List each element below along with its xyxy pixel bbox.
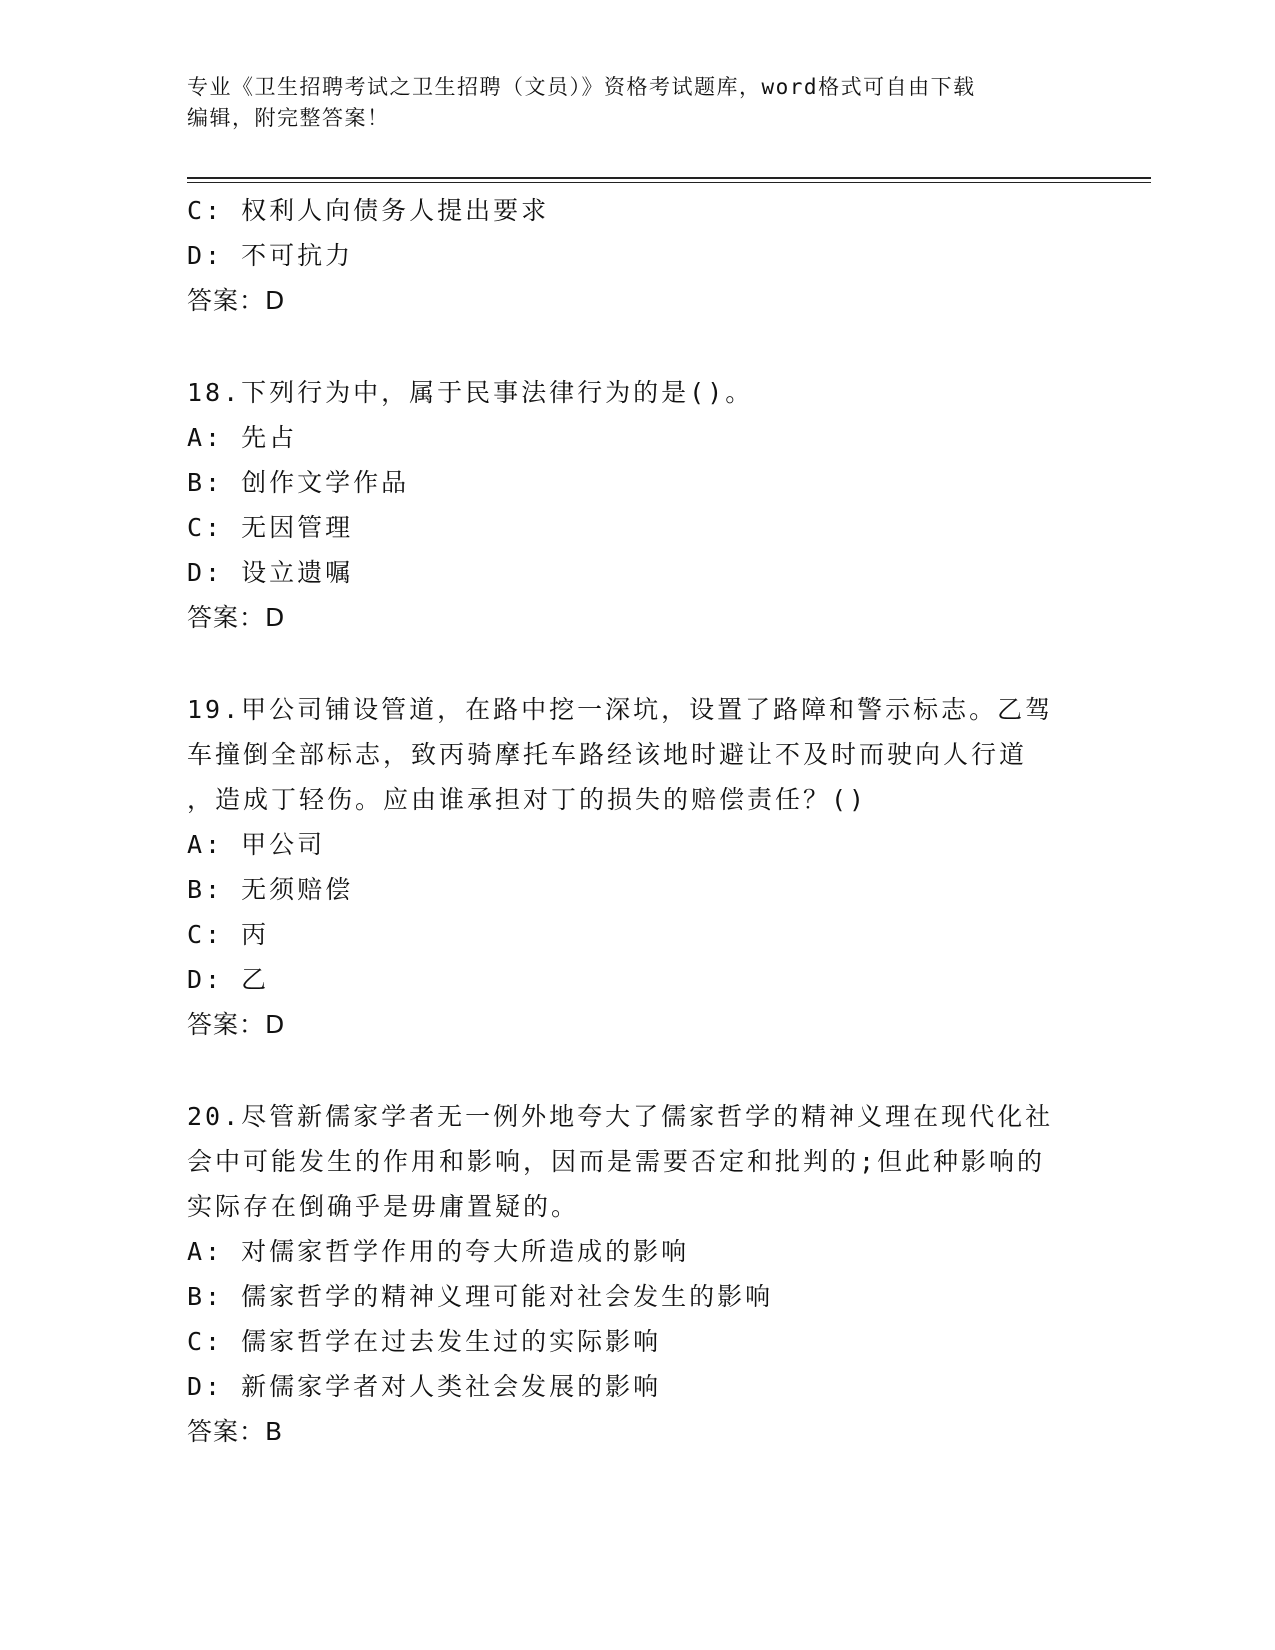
option-c: C: 权利人向债务人提出要求: [187, 196, 550, 225]
question-block-prev: [187, 188, 1067, 323]
option-d: D: 不可抗力: [187, 241, 354, 270]
option-d: D: 乙: [187, 965, 270, 994]
answer-label: 答案：: [187, 1010, 266, 1039]
question-block-20: [187, 1094, 1067, 1454]
answer-label: 答案：: [187, 603, 266, 632]
option-d: D: 新儒家学者对人类社会发展的影响: [187, 1372, 662, 1401]
question-block-18: [187, 370, 1067, 640]
option-b: B: 儒家哲学的精神义理可能对社会发生的影响: [187, 1282, 774, 1311]
answer-line: [187, 1002, 1067, 1047]
answer-value: D: [265, 603, 286, 632]
question-list: [187, 188, 1067, 1454]
question-text-line-3: ，造成丁轻伤。应由谁承担对丁的损失的赔偿责任？(): [187, 785, 868, 814]
option-b: B: 无须赔偿: [187, 875, 354, 904]
question-text: 18.下列行为中，属于民事法律行为的是()。: [187, 378, 754, 407]
answer-value: D: [265, 286, 286, 315]
question-text-line-2: 车撞倒全部标志，致丙骑摩托车路经该地时避让不及时而驶向人行道: [187, 740, 1028, 769]
header-divider-thick: [187, 177, 1151, 179]
option-c: C: 丙: [187, 920, 270, 949]
option-d: D: 设立遗嘱: [187, 558, 354, 587]
option-a: A: 先占: [187, 423, 298, 452]
header-line-1: 专业《卫生招聘考试之卫生招聘（文员）》资格考试题库，word格式可自由下载: [187, 75, 976, 99]
option-b: B: 创作文学作品: [187, 468, 410, 497]
page-header: [187, 72, 1067, 134]
question-text-line-1: 19.甲公司铺设管道，在路中挖一深坑，设置了路障和警示标志。乙驾: [187, 695, 1054, 724]
answer-line: [187, 1409, 1067, 1454]
option-a: A: 对儒家哲学作用的夸大所造成的影响: [187, 1237, 690, 1266]
question-text-line-3: 实际存在倒确乎是毋庸置疑的。: [187, 1192, 580, 1221]
header-line-2: 编辑，附完整答案！: [187, 106, 390, 130]
answer-line: [187, 595, 1067, 640]
answer-line: [187, 278, 1067, 323]
answer-label: 答案：: [187, 286, 266, 315]
answer-label: 答案：: [187, 1417, 266, 1446]
option-a: A: 甲公司: [187, 830, 326, 859]
question-text-line-1: 20.尽管新儒家学者无一例外地夸大了儒家哲学的精神义理在现代化社: [187, 1102, 1054, 1131]
answer-value: D: [265, 1010, 286, 1039]
question-text-line-2: 会中可能发生的作用和影响，因而是需要否定和批判的;但此种影响的: [187, 1147, 1046, 1176]
option-c: C: 儒家哲学在过去发生过的实际影响: [187, 1327, 662, 1356]
header-divider-thin: [187, 182, 1151, 183]
answer-value: B: [265, 1417, 284, 1446]
question-block-19: [187, 687, 1067, 1047]
option-c: C: 无因管理: [187, 513, 354, 542]
